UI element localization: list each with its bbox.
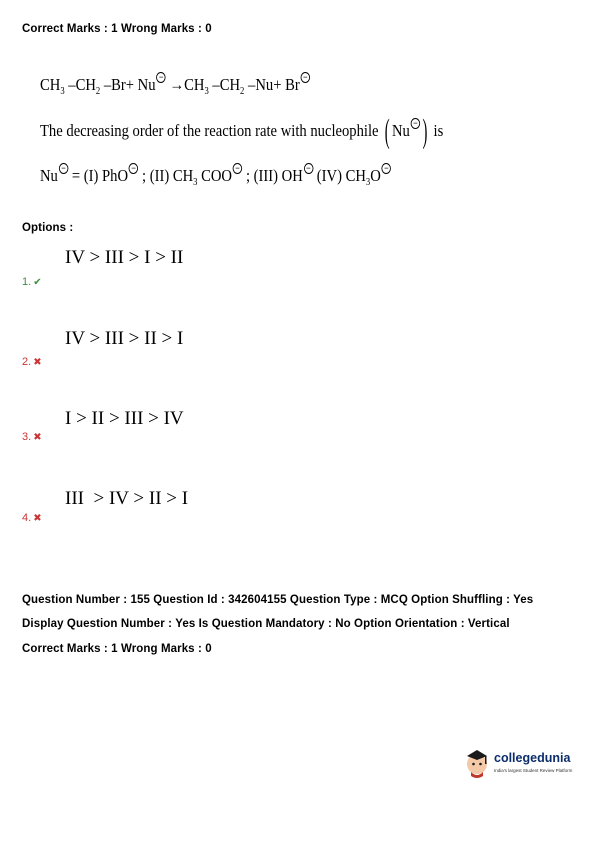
eq-part: CH: [40, 75, 61, 94]
eq-sub: 2: [240, 86, 245, 97]
logo-wordmark: collegedunia: [494, 751, 571, 765]
marks-header: Correct Marks : 1 Wrong Marks : 0: [22, 23, 212, 35]
eq-sub: 3: [204, 86, 209, 97]
negative-charge-icon: −: [301, 72, 310, 83]
nucleophile-label: Nu: [391, 121, 410, 140]
option-1-text: IV > III > I > II: [65, 247, 184, 268]
option-2-text: IV > III > II > I: [65, 328, 184, 349]
question-meta-line-1: Question Number : 155 Question Id : 342604155 Question Type : MCQ Option Shuffling : Yes: [22, 594, 534, 606]
eq-part: = (I) PhO: [68, 166, 129, 185]
question-text: [40, 113, 443, 151]
right-paren: ): [422, 113, 428, 150]
eq-sub: 2: [95, 86, 101, 97]
option-number: 2.: [22, 356, 32, 368]
question-end: is: [433, 121, 444, 140]
eq-part: –Br+ Nu: [100, 75, 156, 94]
negative-charge-icon: −: [411, 118, 420, 129]
check-icon: ✔: [33, 277, 42, 288]
eq-sub: 3: [365, 177, 371, 188]
eq-part: –Nu+ Br: [244, 75, 300, 94]
option-number: 3.: [22, 431, 32, 443]
question-meta-line-2: Display Question Number : Yes Is Question Mandatory : No Option Orientation : Vertical: [22, 618, 510, 630]
eq-sub: 3: [193, 177, 198, 188]
option-number: 1.: [22, 276, 32, 288]
option-4-number: [22, 512, 42, 524]
eq-part: O: [370, 166, 381, 185]
eq-part: COO: [197, 166, 232, 185]
question-sentence: The decreasing order of the reaction rate with nucleophile: [40, 121, 379, 140]
option-4-text: III > IV > II > I: [65, 488, 189, 509]
negative-charge-icon: −: [382, 163, 391, 174]
reaction-equation: [40, 72, 310, 97]
logo-tagline: India's largest Student Review Platform: [494, 768, 573, 773]
eq-part: →CH: [165, 75, 205, 94]
cross-icon: ✖: [33, 357, 42, 368]
eq-part: (IV) CH: [313, 166, 366, 185]
option-1-number: [22, 276, 42, 288]
negative-charge-icon: −: [129, 163, 138, 174]
negative-charge-icon: −: [304, 163, 313, 174]
eq-part: –CH: [64, 75, 96, 94]
left-paren: (: [384, 113, 390, 150]
cross-icon: ✖: [33, 513, 42, 524]
eq-part: –CH: [208, 75, 241, 94]
question-meta-line-3: Correct Marks : 1 Wrong Marks : 0: [22, 643, 212, 655]
option-number: 4.: [22, 512, 32, 524]
nucleophile-list: [40, 163, 391, 188]
negative-charge-icon: −: [233, 163, 242, 174]
eq-part: Nu: [40, 166, 58, 185]
negative-charge-icon: −: [59, 163, 68, 174]
eq-sub: 3: [60, 86, 65, 97]
options-label: Options :: [22, 222, 74, 234]
negative-charge-icon: −: [156, 72, 165, 83]
option-3-text: I > II > III > IV: [65, 408, 184, 429]
cross-icon: ✖: [33, 432, 42, 443]
eq-part: ; (II) CH: [138, 166, 194, 185]
option-3-number: [22, 431, 42, 443]
option-2-number: [22, 356, 42, 368]
eq-part: ; (III) OH: [242, 166, 303, 185]
